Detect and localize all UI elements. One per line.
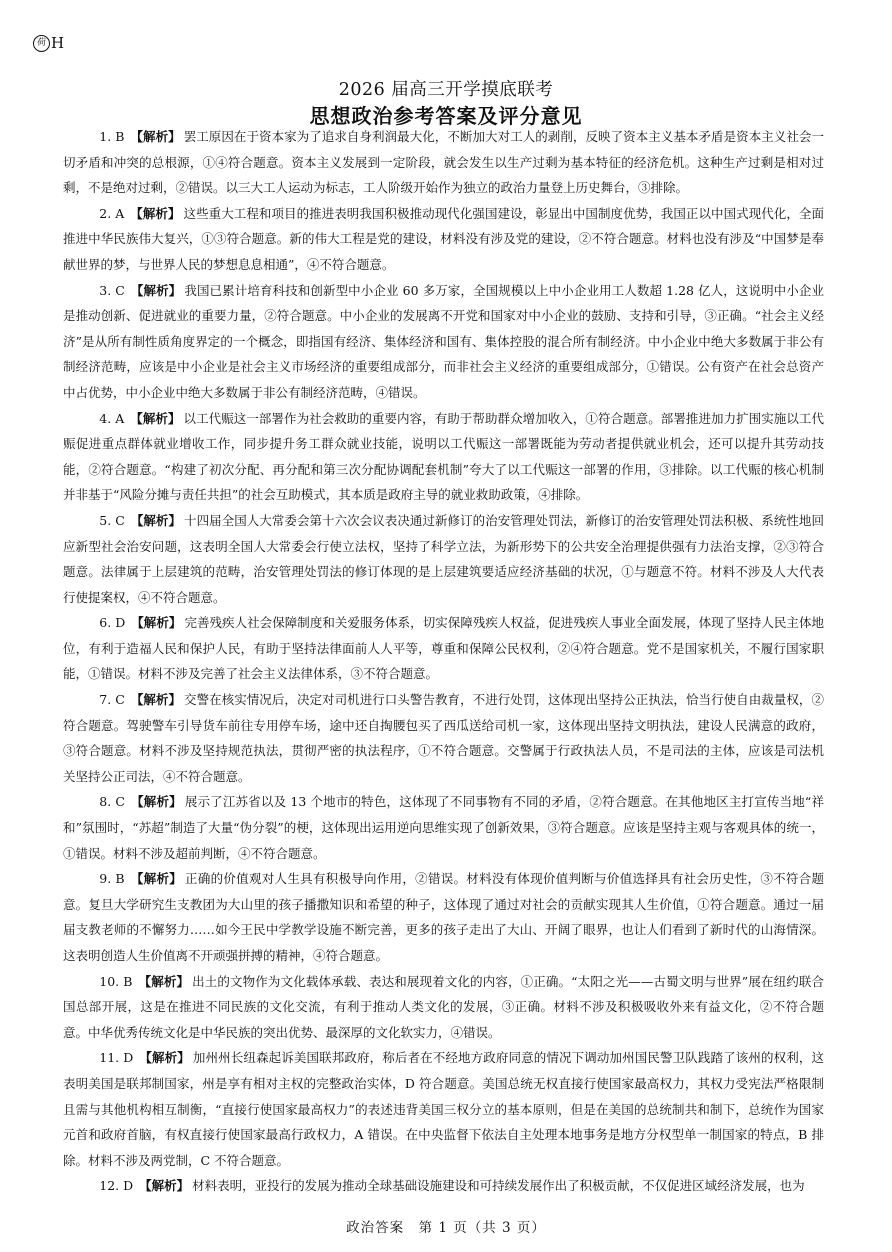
answer-explanation: 十四届全国人大常委会第十六次会议表决通过新修订的治安管理处罚法，新修订的治安管理处罚法积极、系统性地回应新型社会治安问题，这表明全国人大常委会行使立法权，坚持了科学立法，为新形势下的公共安全治理提供强有力法治支撑，②③符合题意。法律属于上层建筑的范畴，治安管理处罚法的修订体现的是上层建筑要适应经济基础的状况，①与题意不符。材料不涉及人大代表行使提案权，④不符合题意。 bbox=[63, 512, 824, 605]
answer-number: 5. C bbox=[99, 512, 125, 528]
answer-number: 9. B bbox=[99, 871, 125, 887]
analysis-tag: 【解析】 bbox=[130, 512, 182, 528]
analysis-tag: 【解析】 bbox=[130, 871, 183, 887]
analysis-tag: 【解析】 bbox=[130, 129, 181, 144]
analysis-tag: 【解析】 bbox=[131, 615, 182, 631]
answer-number: 10. B bbox=[99, 973, 133, 989]
answer-explanation: 出土的文物作为文化载体承载、表达和展现着文化的内容，①正确。“太阳之光——古蜀文明与世界”展在纽约联合国总部开展，这是在推进不同民族的文化交流，有利于推动人类文化的发展，③正确。材料不涉及积极吸收外来有益文化，②不符合题意。中华优秀传统文化是中华民族的突出优势、最深厚的文化软实力，④错误。 bbox=[63, 973, 824, 1040]
answer-number: 12. D bbox=[99, 1178, 134, 1194]
corner-mark bbox=[33, 34, 64, 52]
analysis-tag: 【解析】 bbox=[139, 1050, 190, 1066]
answer-item bbox=[63, 1045, 824, 1173]
answer-item bbox=[63, 406, 824, 508]
answer-explanation: 我国已累计培育科技和创新型中小企业 60 多万家，全国规模以上中小企业用工人数超 1.28 亿人，这说明中小企业是推动创新、促进就业的重要力量，②符合题意。中小企业的发展离不开党和国家对中小企业的鼓励、支持和引导，③正确。“社会主义经济”是从所有制性质角度界定的一个概念，即指国有经济、集体经济和国有、集体控股的混合所有制经济。中小企业中绝大多数属于非公有制经济范畴，应该是中小企业是社会主义市场经济的重要组成部分，而非社会主义经济的重要组成部分，①错误。公有资产在社会总资产中占优势，中小企业中绝大多数属于非公有制经济范畴，④错误。 bbox=[63, 282, 824, 400]
answer-explanation: 完善残疾人社会保障制度和关爱服务体系，切实保障残疾人权益，促进残疾人事业全面发展，体现了坚持人民主体地位，有利于造福人民和保护人民，有助于坚持法律面前人人平等，尊重和保障公民权利，②④符合题意。党不是国家机关，不履行国家职能，①错误。材料不涉及完善了社会主义法律体系，③不符合题意。 bbox=[63, 615, 824, 682]
answer-explanation: 罢工原因在于资本家为了追求自身利润最大化，不断加大对工人的剥削，反映了资本主义基本矛盾是资本主义社会一切矛盾和冲突的总根源，①④符合题意。资本主义发展到一定阶段，就会发生以生产过剩为基本特征的经济危机。这种生产过剩是相对过剩，不是绝对过剩，②错误。以三大工人运动为标志，工人阶级开始作为独立的政治力量登上历史舞台，③排除。 bbox=[63, 129, 824, 196]
answer-number: 2. A bbox=[99, 205, 125, 221]
answer-number: 3. C bbox=[99, 282, 125, 298]
answer-item bbox=[63, 866, 824, 968]
answer-number: 6. D bbox=[99, 615, 126, 631]
analysis-tag: 【解析】 bbox=[130, 794, 182, 810]
analysis-tag: 【解析】 bbox=[130, 410, 181, 426]
answer-item bbox=[63, 201, 824, 278]
corner-letter: H bbox=[51, 34, 65, 52]
answer-explanation: 交警在核实情况后，决定对司机进行口头警告教育，不进行处罚，这体现出坚持公正执法，恰当行使自由裁量权，②符合题意。驾驶警车引导货车前往专用停车场，途中还自掏腰包买了西瓜送给司机一家，这体现出坚持文明执法，建设人民满意的政府，③符合题意。材料不涉及坚持规范执法，贯彻严密的执法程序，①不符合题意。交警属于行政执法人员，不是司法的主体，应该是司法机关坚持公正司法，④不符合题意。 bbox=[63, 692, 824, 784]
corner-seal: 荷 bbox=[33, 35, 50, 52]
answer-number: 1. B bbox=[99, 129, 125, 144]
answer-item bbox=[63, 969, 824, 1046]
answer-number: 7. C bbox=[99, 692, 125, 708]
answer-item bbox=[63, 508, 824, 610]
analysis-tag: 【解析】 bbox=[139, 1178, 190, 1194]
answer-explanation: 材料表明，亚投行的发展为推动全球基础设施建设和可持续发展作出了积极贡献，不仅促进区域经济发展，也为 bbox=[192, 1178, 805, 1194]
answer-list bbox=[63, 124, 824, 1199]
page-footer: 政治答案 第 1 页（共 3 页） bbox=[346, 1220, 546, 1236]
answer-explanation: 正确的价值观对人生具有积极导向作用，②错误。材料没有体现价值判断与价值选择具有社会历史性，③不符合题意。复旦大学研究生支教团为大山里的孩子播撒知识和希望的种子，这体现了通过对社会的贡献实现其人生价值，①符合题意。通过一届届支教老师的不懈努力……如今王民中学教学设施不断完善，更多的孩子走出了大山、开阔了眼界，也让人们看到了新时代的山海情深。这表明创造人生价值离不开顽强拼搏的精神，④符合题意。 bbox=[63, 871, 824, 963]
analysis-tag: 【解析】 bbox=[130, 282, 182, 298]
analysis-tag: 【解析】 bbox=[130, 692, 182, 708]
analysis-tag: 【解析】 bbox=[138, 973, 190, 989]
answer-explanation: 这些重大工程和项目的推进表明我国积极推动现代化强国建设，彰显出中国制度优势，我国正以中国式现代化，全面推进中华民族伟大复兴，①③符合题意。新的伟大工程是党的建设，材料没有涉及党的建设，②不符合题意。材料也没有涉及“中国梦是奉献世界的梦，与世界人民的梦想息息相通”，④不符合题意。 bbox=[63, 205, 824, 272]
answer-item bbox=[63, 687, 824, 789]
answer-explanation: 展示了江苏省以及 13 个地市的特色，这体现了不同事物有不同的矛盾，②符合题意。在其他地区主打宣传当地“祥和”氛围时，“苏超”制造了大量“伪分裂”的梗，这体现出运用逆向思维实现了创新效果，③符合题意。应该是坚持主观与客观具体的统一，①错误。材料不涉及超前判断，④不符合题意。 bbox=[63, 794, 825, 861]
analysis-tag: 【解析】 bbox=[130, 205, 181, 221]
answer-number: 4. A bbox=[99, 410, 125, 426]
answer-number: 8. C bbox=[99, 794, 125, 810]
answer-explanation: 加州州长纽森起诉美国联邦政府，称后者在不经地方政府同意的情况下调动加州国民警卫队践踏了该州的权利，这表明美国是联邦制国家，州是享有相对主权的完整政治实体，D 符合题意。美国总统无权直接行使国家最高权力，其权力受宪法严格限制且需与其他机构相互制衡，“直接行使国家最高权力”的表述违背美国三权分立的基本原则，但是在美国的总统制共和制下，总统作为国家元首和政府首脑，有权直接行使国家最高行政权力，A 错误。在中央监督下依法自主处理本地事务是地方分权型单一制国家的特点，B 排除。材料不涉及两党制，C 不符合题意。 bbox=[63, 1050, 824, 1168]
page-title: 2026 届高三开学摸底联考 bbox=[338, 80, 554, 100]
answer-explanation: 以工代赈这一部署作为社会救助的重要内容，有助于帮助群众增加收入，①符合题意。部署推进加力扩围实施以工代赈促进重点群体就业增收工作，同步提升务工群众就业技能，说明以工代赈这一部署既能为劳动者提供就业机会，还可以提升其劳动技能，②符合题意。“构建了初次分配、再分配和第三次分配协调配套机制”夸大了以工代赈这一部署的作用，③排除。以工代赈的核心机制并非基于“风险分摊与责任共担”的社会互助模式，其本质是政府主导的就业救助政策，④排除。 bbox=[63, 410, 824, 503]
answer-item bbox=[63, 278, 824, 406]
page-subtitle: 思想政治参考答案及评分意见 bbox=[309, 104, 583, 128]
answer-item bbox=[63, 789, 824, 866]
answer-item bbox=[63, 610, 824, 687]
answer-number: 11. D bbox=[99, 1050, 134, 1066]
answer-item bbox=[63, 124, 824, 201]
answer-item bbox=[63, 1173, 824, 1199]
